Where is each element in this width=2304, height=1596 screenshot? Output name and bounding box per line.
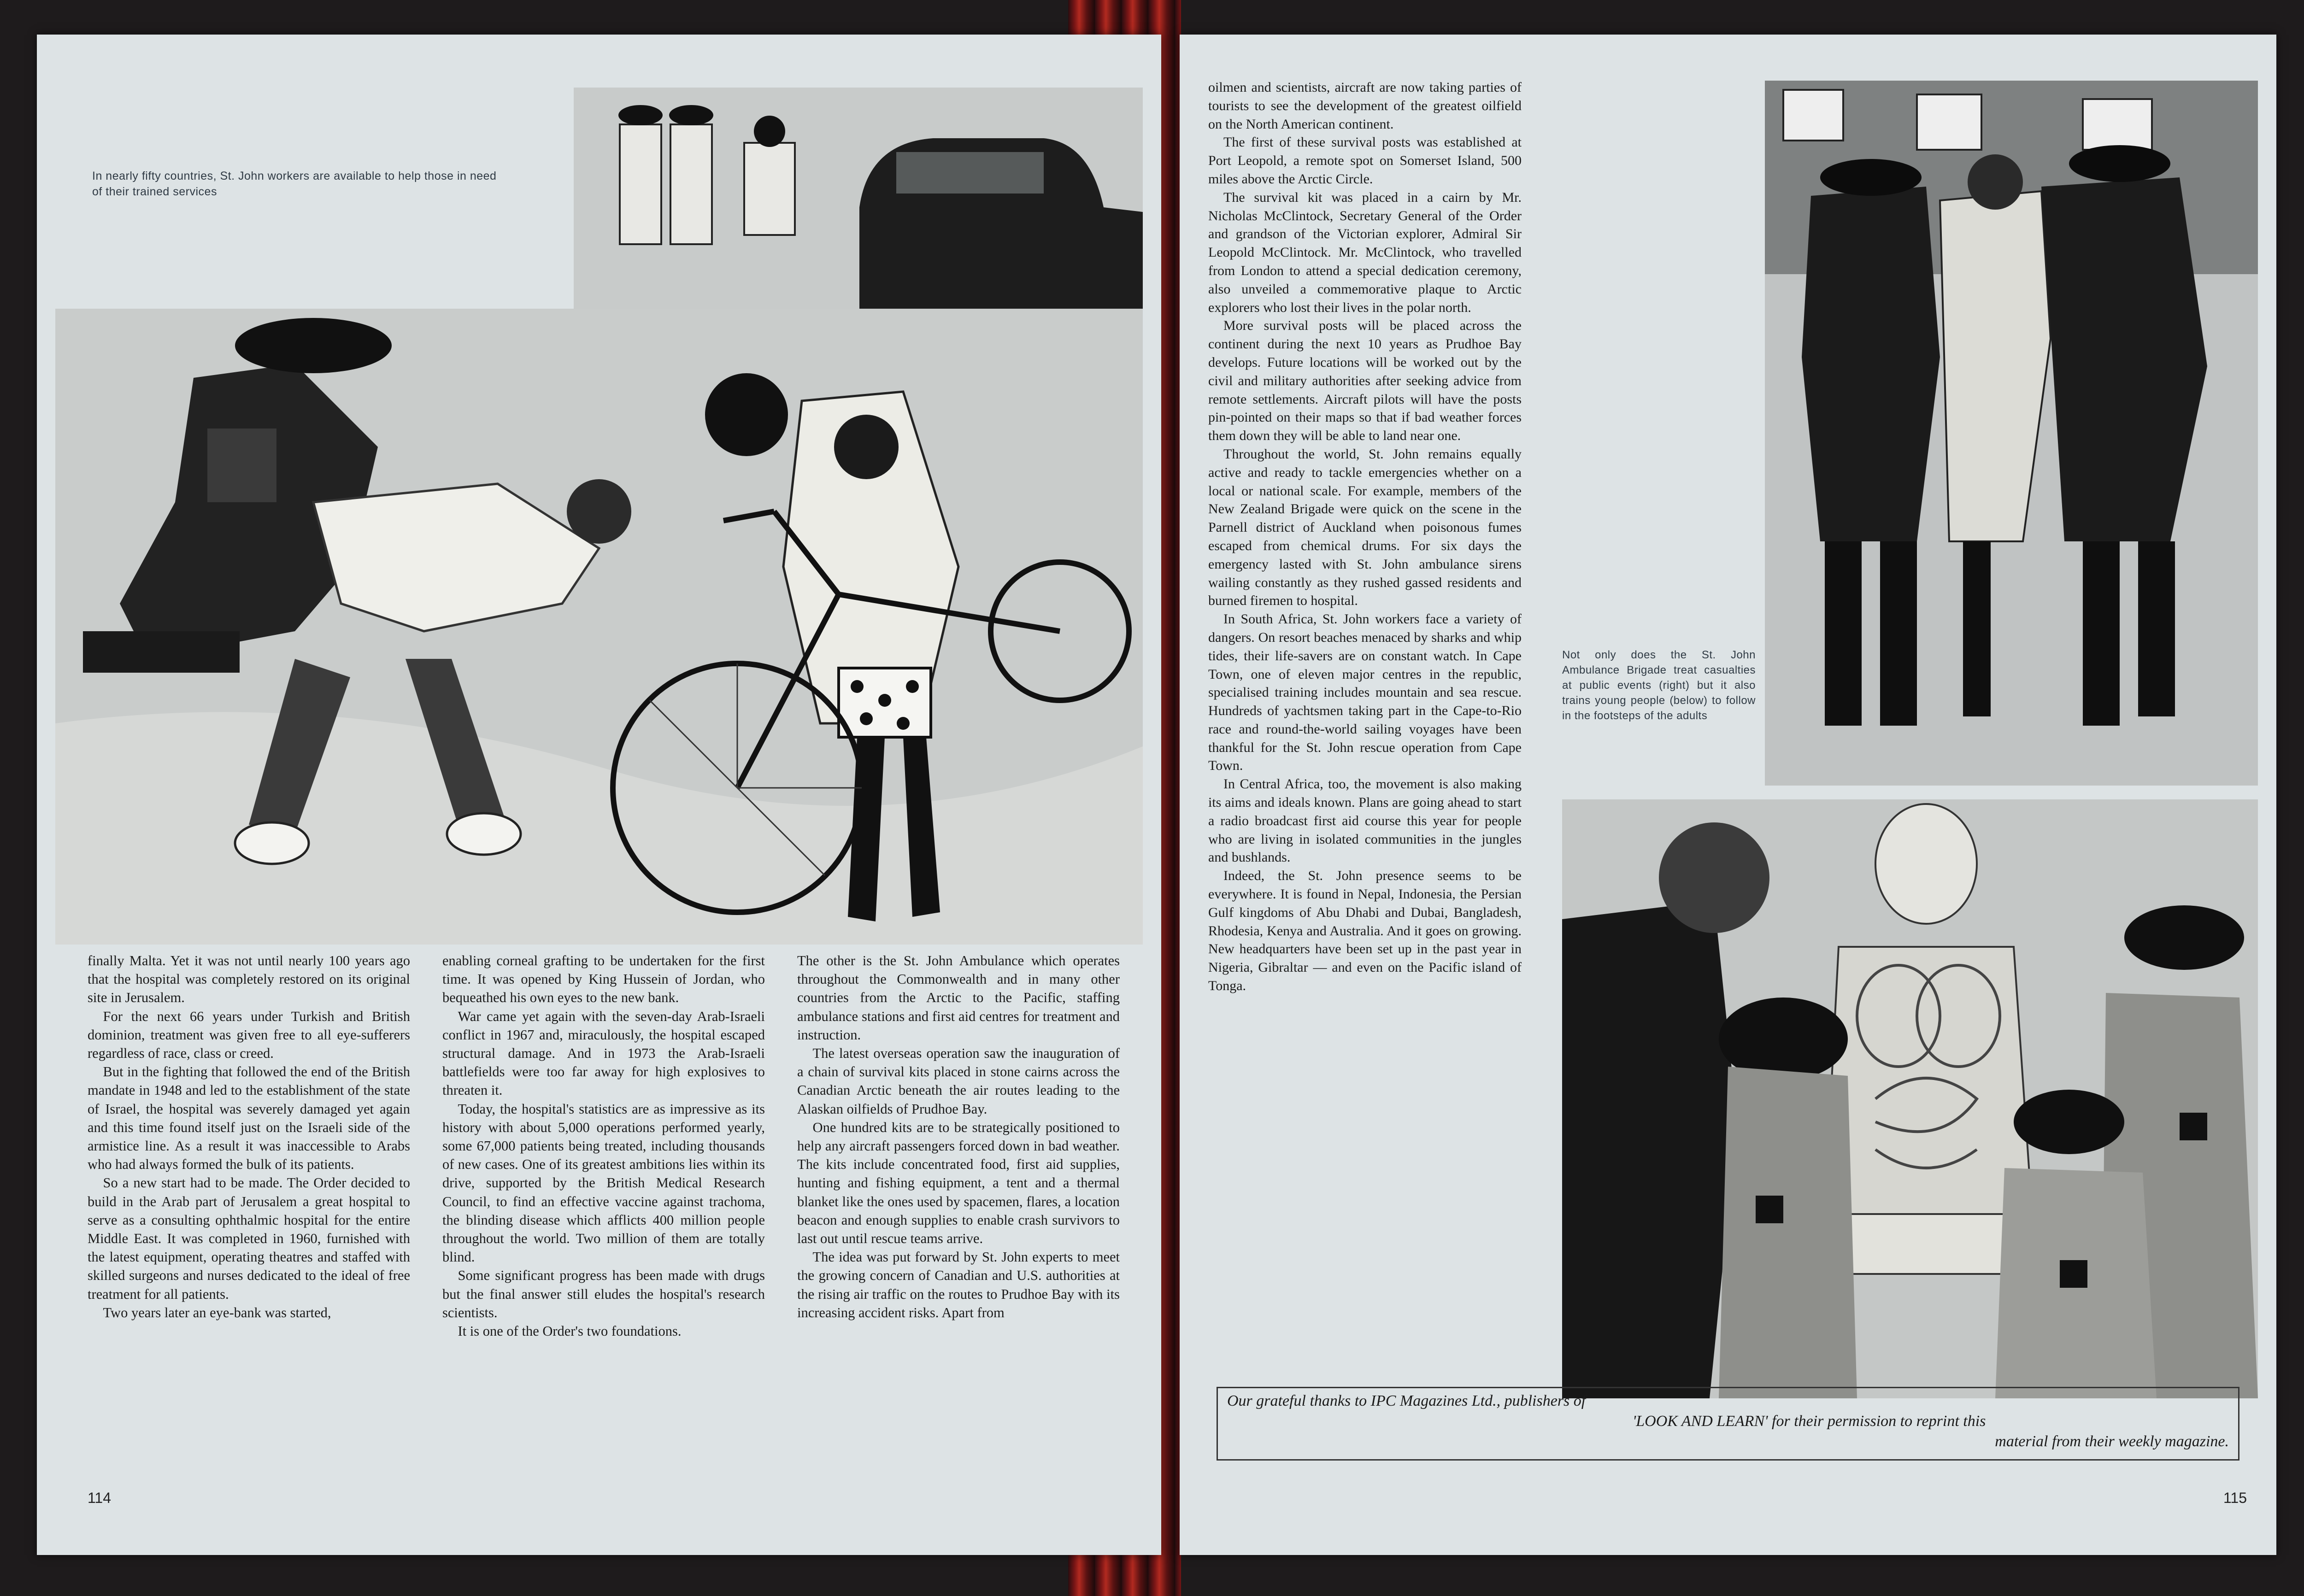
paragraph: The survival kit was placed in a cairn by Mr. Nicholas McClintock, Secretary General of the Order and grandson of the Victorian explorer, Admiral Sir Leopold McClintock. Mr. McClintock, who travelled from London to attend a special dedication ceremony, also unveiled a commemorative plaque to Arctic explorers who lost their lives in the polar north. [1208, 189, 1522, 315]
paragraph: The latest overseas operation saw the inauguration of a chain of survival kits placed in stone cairns across the Canadian Arctic beneath the air routes leading to the Alaskan oilfields of Prudhoe Bay. [797, 1045, 1120, 1117]
left-page [37, 35, 1161, 1555]
credit-box [1217, 1387, 2239, 1461]
paragraph: Throughout the world, St. John remains equally active and ready to tackle emergencies whether on a local or national scale. For example, members of the New Zealand Brigade were quick on the scene in the Parnell district of Auckland when poisonous fumes escaped from chemical drums. For six days the emergency lasted with St. John ambulance sirens wailing constantly as they rushed gassed residents and burned firemen to hospital. [1208, 446, 1522, 609]
credit-line: Our grateful thanks to IPC Magazines Ltd., publishers of [1227, 1392, 1586, 1409]
paragraph: Some significant progress has been made with drugs but the final answer still eludes the hospital's research scientists. [442, 1267, 765, 1320]
paragraph: For the next 66 years under Turkish and British dominion, treatment was given free to all eye-sufferers regardless of race, class or creed. [88, 1008, 410, 1062]
paragraph: The idea was put forward by St. John experts to meet the growing concern of Canadian and U.S. authorities at the rising air traffic on the routes to Prudhoe Bay with its increasing accident risks. Apart from [797, 1249, 1120, 1320]
paragraph: More survival posts will be placed across the continent during the next 10 years as Prudhoe Bay develops. Future locations will be worked out by the civil and military authorities after seeking advice from remote settlements. Aircraft pilots will have the posts pin-pointed on their maps so that if bad weather forces them down they will be able to land near one. [1208, 318, 1522, 444]
illustration-crowd-scene [1765, 81, 2258, 786]
column-4 [1208, 78, 1522, 995]
illustration-accident-scene [574, 88, 1143, 309]
paragraph: The first of these survival posts was established at Port Leopold, a remote spot on Somerset Island, 500 miles above the Arctic Circle. [1208, 135, 1522, 187]
paragraph: oilmen and scientists, aircraft are now taking parties of tourists to see the development of the greatest oilfield on the North American continent. [1208, 80, 1522, 132]
paragraph: The other is the St. John Ambulance which operates throughout the Commonwealth and in many other countries from the Arctic to the Pacific, staffing ambulance stations and first aid centres for treatment and instruction. [797, 953, 1120, 1043]
column-2 [442, 951, 765, 1340]
column-1 [88, 951, 410, 1322]
credit-line: material from their weekly magazine. [1995, 1433, 2229, 1450]
caption-right-middle: Not only does the St. John Ambulance Brigade treat casualties at public events (right) but it also trains young people (below) to follow in the footsteps of the adults [1562, 649, 1756, 722]
paragraph: In South Africa, St. John workers face a variety of dangers. On resort beaches menaced by sharks and whip tides, their life-savers are on constant watch. In Cape Town, one of eleven major centres in the republic, specialised training includes mountain and sea rescue. Hundreds of yachtsmen taking part in the Cape-to-Rio race and round-the-world sailing voyages have been thankful for the St. John rescue operation from Cape Town. [1208, 611, 1522, 774]
paragraph: In Central Africa, too, the movement is also making its aims and ideals known. Plans are going ahead to start a radio broadcast first aid course this year for people who are living in isolated communities in the jungles and bushlands. [1208, 776, 1522, 865]
paragraph: So a new start had to be made. The Order decided to build in the Arab part of Jerusalem a great hospital to serve as a consulting ophthalmic hospital for the entire Middle East. It was completed in 1960, furnished with the latest equipment, operating theatres and staffed with skilled surgeons and nurses dedicated to the ideal of free treatment for all patients. [88, 1175, 410, 1302]
paragraph: Today, the hospital's statistics are as impressive as its history with about 5,000 operations performed yearly, some 67,000 patients being treated, including thousands of new cases. One of its greatest ambitions lies within its drive, supported by the British Medical Research Council, to find an effective vaccine against trachoma, the blinding disease which afflicts 400 million people throughout the world. Two million of them are totally blind. [442, 1101, 765, 1265]
caption-top-left: In nearly fifty countries, St. John workers are available to help those in need of their trained services [92, 170, 497, 198]
illustration-training-scene [1562, 799, 2258, 1398]
credit-line: 'LOOK AND LEARN' for their permission to reprint this [1633, 1413, 1986, 1430]
paragraph: But in the fighting that followed the end of the British mandate in 1948 and led to the establishment of the state of Israel, the hospital was severely damaged yet again and this time found itself just on the Israeli side of the armistice line. As a result it was inaccessible to Arabs who had always formed the bulk of its patients. [88, 1064, 410, 1173]
page-number-left: 114 [88, 1490, 112, 1506]
paragraph: finally Malta. Yet it was not until nearly 100 years ago that the hospital was completely restored on its original site in Jerusalem. [88, 953, 410, 1006]
paragraph: Two years later an eye-bank was started, [103, 1304, 331, 1320]
paragraph: enabling corneal grafting to be undertaken for the first time. It was opened by King Hussein of Jordan, who bequeathed his own eyes to the new bank. [442, 953, 765, 1006]
paragraph: War came yet again with the seven-day Arab-Israeli conflict in 1967 and, miraculously, the hospital escaped structural damage. And in 1973 the Arab-Israeli battlefields were too far away for high explosives to threaten it. [442, 1008, 765, 1098]
page-number-right: 115 [2223, 1490, 2247, 1506]
column-3 [797, 951, 1120, 1322]
paragraph: Indeed, the St. John presence seems to be everywhere. It is found in Nepal, Indonesia, the Persian Gulf kingdoms of Abu Dhabi and Dubai, Bangladesh, Rhodesia, Kenya and Australia. And it goes on growing. New headquarters have been set up in the past year in Nigeria, Gibraltar — and even on the Pacific island of Tonga. [1208, 868, 1522, 994]
paragraph: It is one of the Order's two foundations. [458, 1323, 682, 1339]
paragraph: One hundred kits are to be strategically positioned to help any aircraft passengers forced down in bad weather. The kits include concentrated food, first aid supplies, hunting and fishing equipment, a tent and a thermal blanket like the ones used by spacemen, flares, a location beacon and enough supplies to enable crash survivors to last out until rescue teams arrive. [797, 1119, 1120, 1247]
illustration-accident-scene-lower [55, 309, 1143, 945]
right-page [1180, 35, 2276, 1555]
